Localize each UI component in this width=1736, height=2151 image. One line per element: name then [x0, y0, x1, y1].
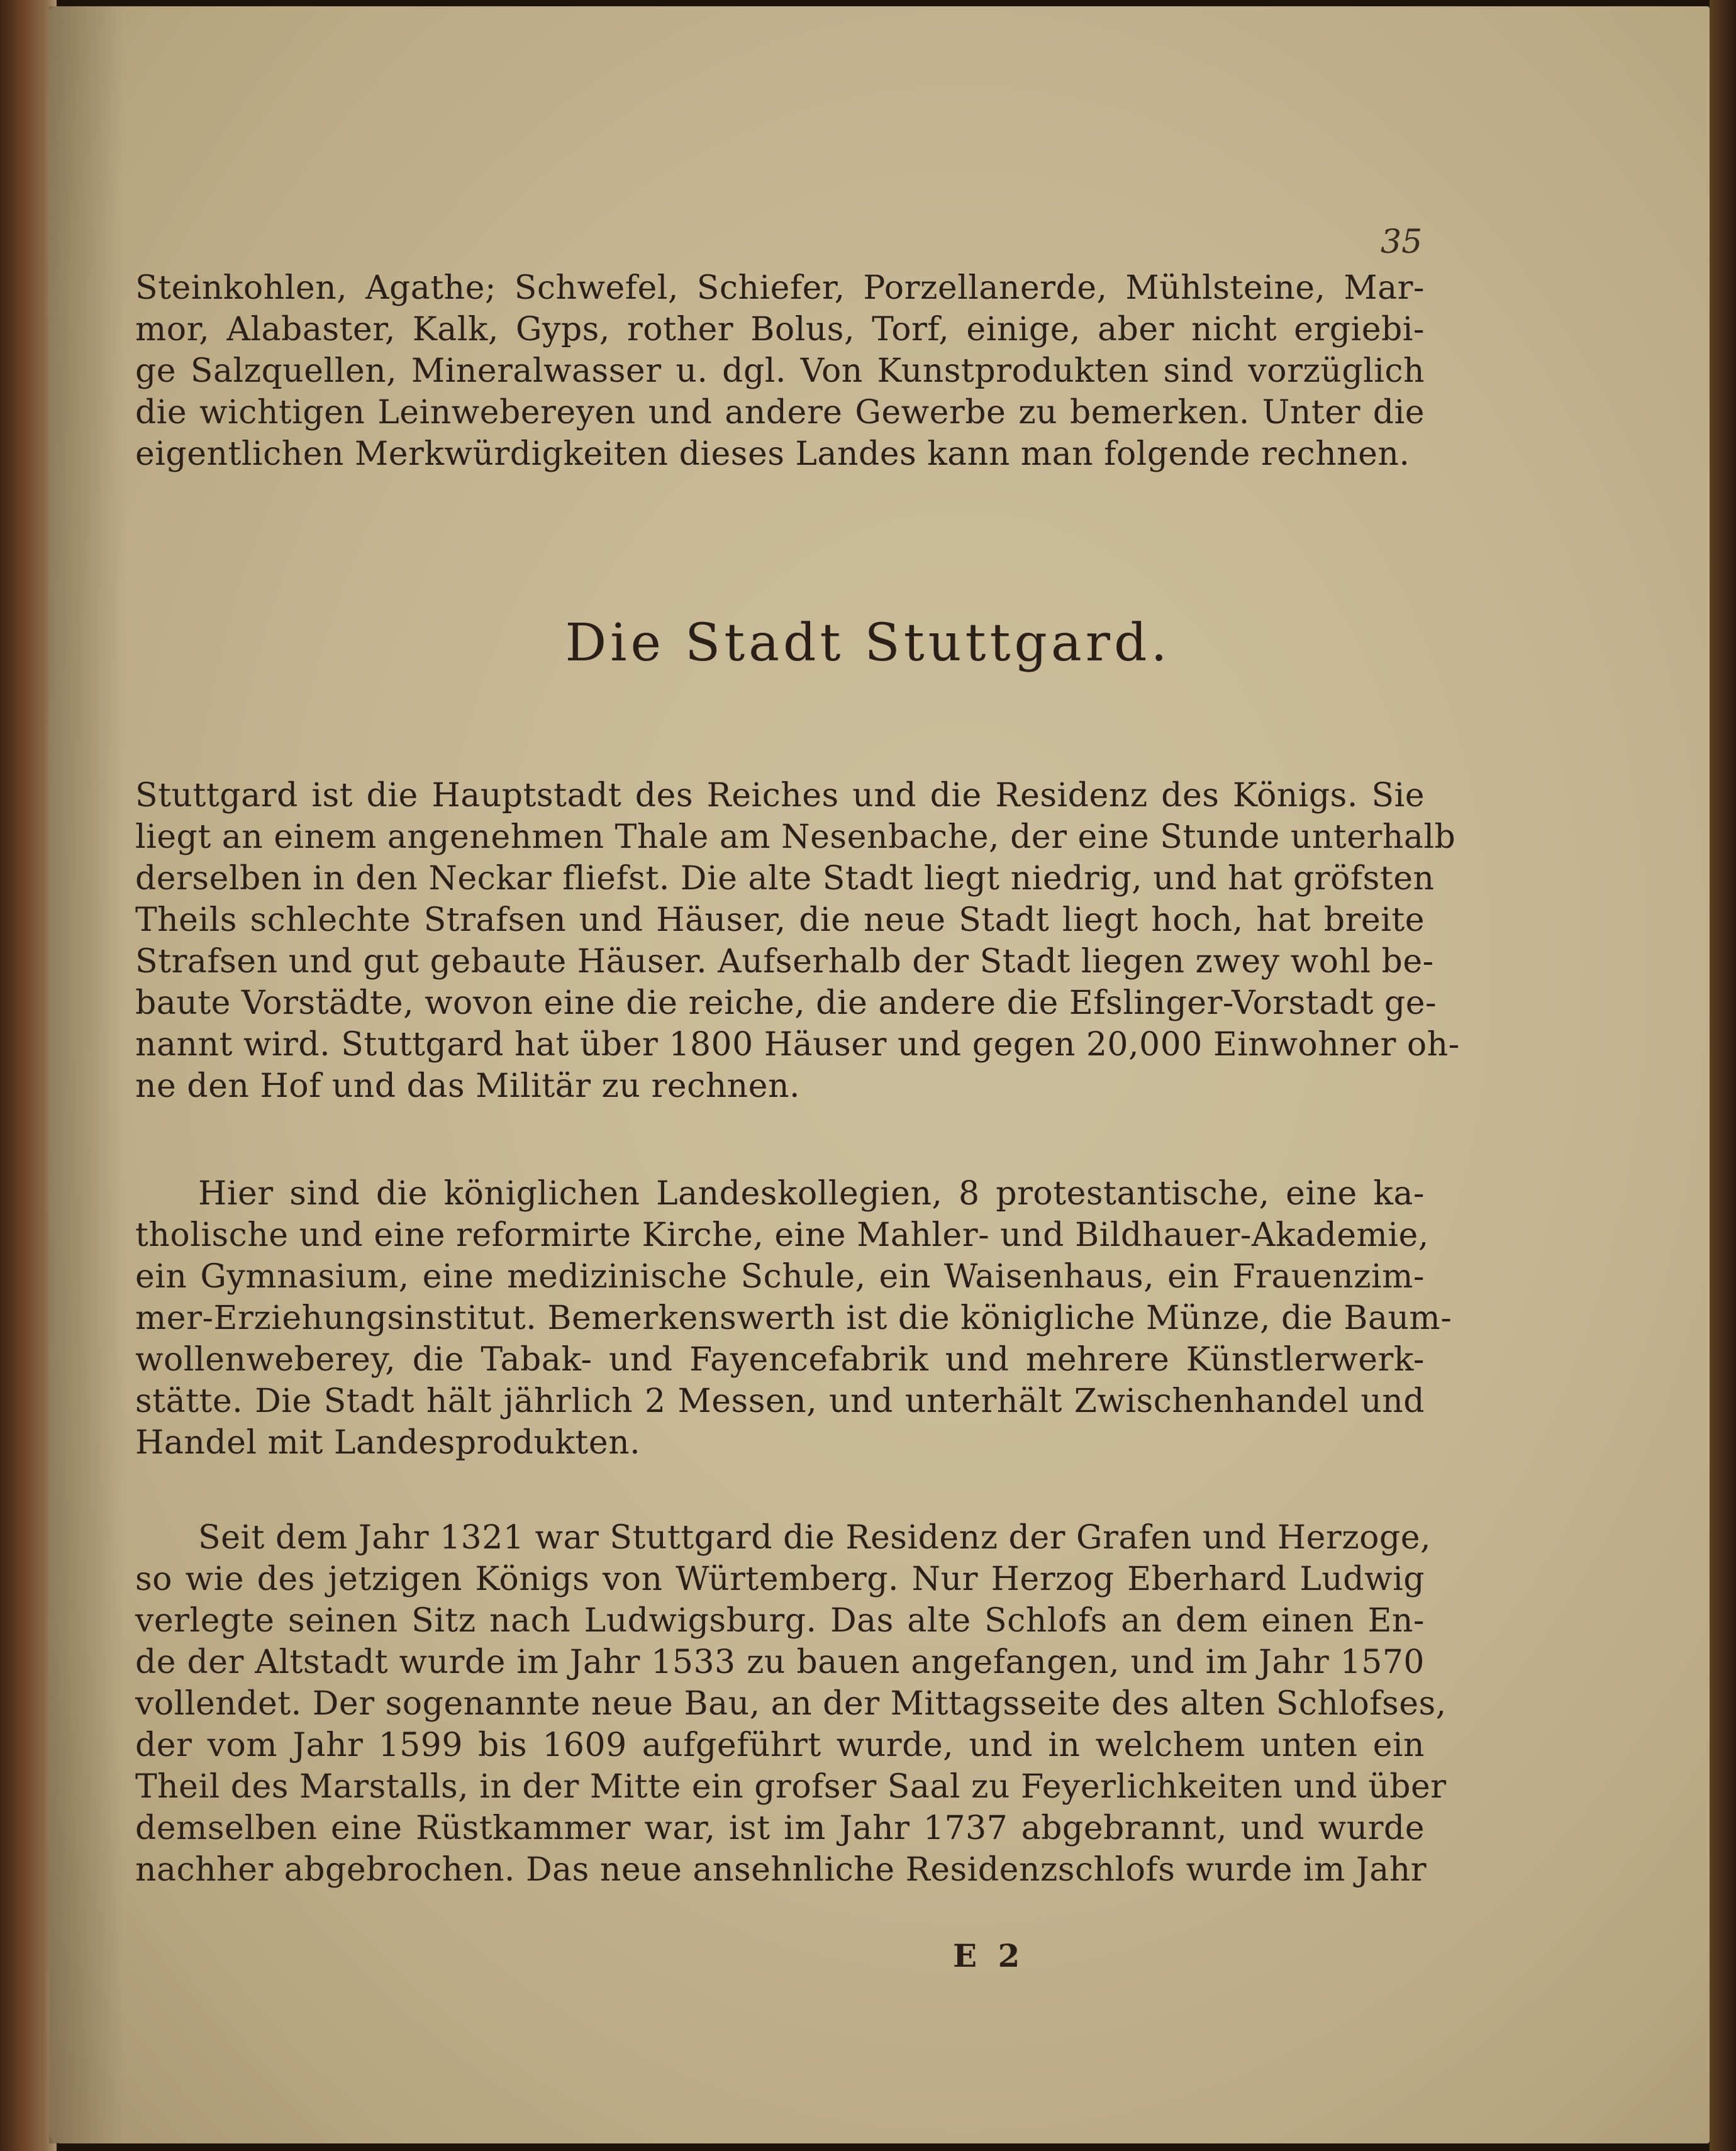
text-line: Strafsen und gut gebaute Häuser. Aufserhalb der Stadt liegen zwey wohl be-	[135, 943, 1434, 981]
text-line: tholische und eine reformirte Kirche, eine Mahler- und Bildhauer-Akademie,	[135, 1216, 1429, 1254]
text-line: die wichtigen Leinwebereyen und andere Gewerbe zu bemerken. Unter die	[135, 394, 1425, 431]
paragraph-2	[135, 1173, 1452, 1464]
text-line: Steinkohlen, Agathe; Schwefel, Schiefer, Porzellanerde, Mühlsteine, Mar-	[135, 269, 1425, 307]
paragraph-3	[135, 1517, 1447, 1891]
paragraph-1	[135, 775, 1460, 1107]
text-line: vollendet. Der sogenannte neue Bau, an der Mittagsseite des alten Schlofses,	[135, 1685, 1447, 1723]
text-line: Theil des Marstalls, in der Mitte ein grofser Saal zu Feyerlichkeiten und über	[135, 1768, 1447, 1806]
gutter-shadow	[49, 6, 125, 2143]
text-line: derselben in den Neckar fliefst. Die alte Stadt liegt niedrig, und hat gröfsten	[135, 860, 1435, 898]
text-line: Stuttgard ist die Hauptstadt des Reiches und die Residenz des Königs. Sie	[135, 777, 1425, 814]
text-line: stätte. Die Stadt hält jährlich 2 Messen, und unterhält Zwischenhandel und	[135, 1382, 1425, 1420]
text-line: mer-Erziehungsinstitut. Bemerkenswerth ist die königliche Münze, die Baum-	[135, 1299, 1452, 1337]
page-number: 35	[1381, 223, 1423, 261]
text-line: der vom Jahr 1599 bis 1609 aufgeführt wurde, und in welchem unten ein	[135, 1726, 1425, 1764]
text-line: mor, Alabaster, Kalk, Gyps, rother Bolus, Torf, einige, aber nicht ergiebi-	[135, 311, 1425, 348]
text-line: wollenweberey, die Tabak- und Fayencefabrik und mehrere Künstlerwerk-	[135, 1341, 1425, 1379]
signature-mark: E 2	[953, 1937, 1025, 1974]
text-line: Theils schlechte Strafsen und Häuser, die neue Stadt liegt hoch, hat breite	[135, 901, 1425, 939]
intro-paragraph	[135, 267, 1425, 475]
page-edge	[1710, 0, 1736, 2151]
text-line: so wie des jetzigen Königs von Würtemberg. Nur Herzog Eberhard Ludwig	[135, 1560, 1425, 1598]
text-line: nannt wird. Stuttgard hat über 1800 Häuser und gegen 20,000 Einwohner oh-	[135, 1026, 1460, 1064]
text-line: Seit dem Jahr 1321 war Stuttgard die Residenz der Grafen und Herzoge,	[198, 1519, 1431, 1557]
text-line: baute Vorstädte, wovon eine die reiche, die andere die Efslinger-Vorstadt ge-	[135, 984, 1437, 1022]
text-line: nachher abgebrochen. Das neue ansehnliche Residenzschlofs wurde im Jahr	[135, 1851, 1427, 1889]
text-line: Handel mit Landesprodukten.	[135, 1424, 641, 1462]
text-line: verlegte seinen Sitz nach Ludwigsburg. Das alte Schlofs an dem einen En-	[135, 1602, 1425, 1640]
text-line: Hier sind die königlichen Landeskollegien, 8 protestantische, eine ka-	[198, 1175, 1425, 1213]
text-line: de der Altstadt wurde im Jahr 1533 zu bauen angefangen, und im Jahr 1570	[135, 1643, 1425, 1681]
text-line: ge Salzquellen, Mineralwasser u. dgl. Von Kunstprodukten sind vorzüglich	[135, 352, 1425, 390]
text-line: eigentlichen Merkwürdigkeiten dieses Landes kann man folgende rechnen.	[135, 435, 1410, 473]
book-binding	[0, 0, 57, 2151]
text-line: ein Gymnasium, eine medizinische Schule, ein Waisenhaus, ein Frauenzim-	[135, 1258, 1425, 1296]
text-line: ne den Hof und das Militär zu rechnen.	[135, 1067, 800, 1105]
text-line: demselben eine Rüstkammer war, ist im Jahr 1737 abgebrannt, und wurde	[135, 1809, 1425, 1847]
section-heading: Die Stadt Stuttgard.	[565, 613, 1171, 673]
text-line: liegt an einem angenehmen Thale am Nesenbache, der eine Stunde unterhalb	[135, 818, 1456, 856]
